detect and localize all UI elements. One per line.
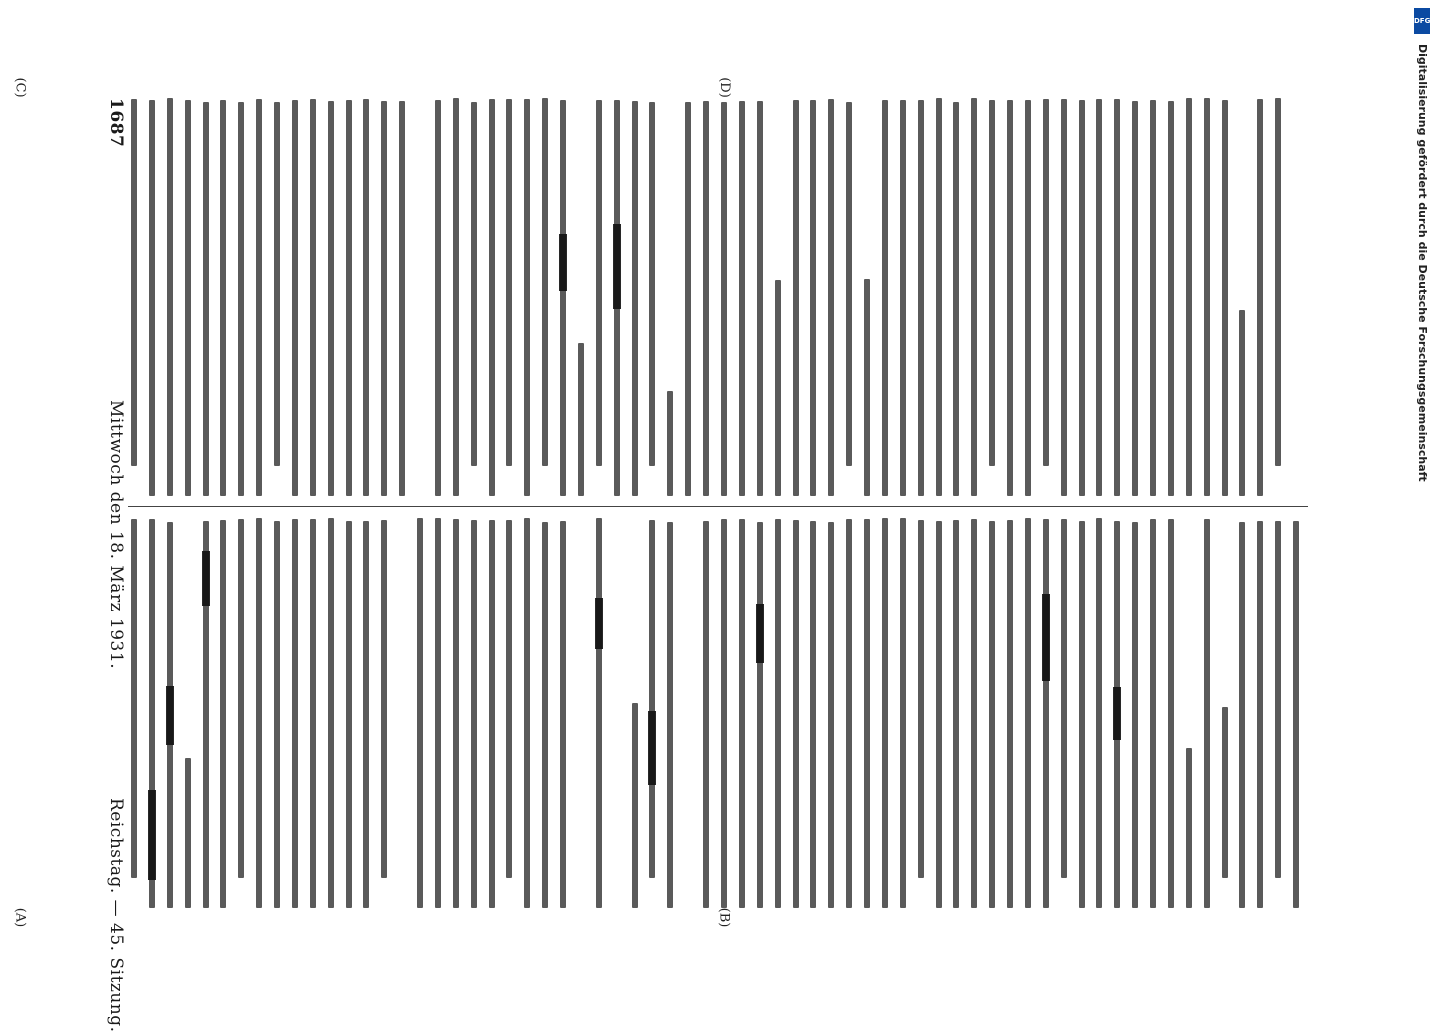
header-date: Mittwoch den 18. März 1931.: [106, 400, 126, 670]
header-left-title: Reichstag. — 45. Sitzung.: [106, 798, 126, 1033]
text-line-ink: [238, 519, 244, 878]
text-line: [450, 98, 462, 496]
text-line: [950, 98, 962, 496]
text-line-ink: [918, 100, 924, 496]
text-line-ink: [203, 102, 209, 496]
text-line-ink: [1222, 100, 1228, 496]
text-line-ink: [1204, 519, 1210, 908]
bold-phrase: [166, 686, 174, 745]
text-line: [1236, 518, 1248, 908]
text-line: [396, 98, 408, 496]
text-line-ink: [1132, 101, 1138, 496]
text-line-ink: [220, 100, 226, 496]
text-line: [521, 98, 533, 496]
bold-phrase: [1113, 687, 1121, 739]
text-line: [933, 98, 945, 496]
text-line: [414, 518, 426, 908]
text-line-ink: [1293, 521, 1299, 908]
text-line-ink: [346, 521, 352, 908]
text-line: [736, 518, 748, 908]
text-line-ink: [1275, 98, 1281, 466]
text-line-ink: [828, 522, 834, 908]
text-line: [843, 98, 855, 496]
text-line: [182, 518, 194, 908]
text-line-ink: [775, 519, 781, 908]
text-line-ink: [1186, 748, 1192, 908]
text-line: [593, 98, 605, 496]
text-line-ink: [453, 519, 459, 908]
text-line: [629, 518, 641, 908]
text-line: [1022, 98, 1034, 496]
text-line: [682, 98, 694, 496]
text-line: [235, 98, 247, 496]
text-line-ink: [1061, 519, 1067, 878]
text-line-ink: [793, 100, 799, 496]
text-line-ink: [900, 100, 906, 496]
text-line: [182, 98, 194, 496]
bold-phrase: [648, 711, 656, 785]
text-line-ink: [471, 520, 477, 908]
text-line: [897, 518, 909, 908]
text-line: [986, 518, 998, 908]
text-line: [503, 518, 515, 908]
text-line-ink: [1025, 518, 1031, 908]
text-line: [611, 518, 623, 908]
text-line-ink: [167, 98, 173, 496]
text-line-ink: [1150, 519, 1156, 908]
text-line: [486, 98, 498, 496]
text-line-ink: [256, 518, 262, 908]
text-line-ink: [721, 519, 727, 908]
text-line: [432, 518, 444, 908]
text-line: [396, 518, 408, 908]
text-line: [289, 518, 301, 908]
bold-phrase: [595, 598, 603, 649]
text-line: [1076, 98, 1088, 496]
text-line: [861, 518, 873, 908]
text-line: [879, 518, 891, 908]
text-line-ink: [1096, 518, 1102, 908]
text-line: [915, 98, 927, 496]
text-line: [468, 518, 480, 908]
text-line-ink: [560, 100, 566, 496]
bold-phrase: [148, 790, 156, 880]
text-line: [933, 518, 945, 908]
text-line: [1004, 98, 1016, 496]
text-line: [825, 98, 837, 496]
text-line: [1076, 518, 1088, 908]
text-line: [968, 98, 980, 496]
margin-marker-a: (A): [12, 907, 28, 928]
margin-marker-c: (C): [12, 77, 28, 98]
text-line-ink: [846, 102, 852, 466]
text-line: [217, 98, 229, 496]
text-line-ink: [864, 519, 870, 908]
text-line: [539, 98, 551, 496]
text-line-ink: [524, 99, 530, 496]
text-line: [1111, 518, 1123, 908]
text-line: [772, 518, 784, 908]
text-line: [325, 518, 337, 908]
text-line: [1022, 518, 1034, 908]
text-line: [414, 98, 426, 496]
text-line: [468, 98, 480, 496]
text-line-ink: [667, 522, 673, 908]
text-line-ink: [1132, 522, 1138, 908]
text-line: [807, 98, 819, 496]
text-line: [307, 518, 319, 908]
text-line: [1183, 98, 1195, 496]
text-line-ink: [757, 522, 763, 908]
text-line-ink: [1257, 521, 1263, 908]
text-line-ink: [506, 520, 512, 878]
text-line: [1183, 518, 1195, 908]
text-line: [790, 518, 802, 908]
text-line: [557, 98, 569, 496]
text-line: [754, 98, 766, 496]
text-line-ink: [828, 99, 834, 496]
text-line-ink: [292, 100, 298, 496]
page-number: 1687: [106, 98, 126, 148]
text-line: [790, 98, 802, 496]
text-line-ink: [810, 521, 816, 908]
text-line-ink: [524, 518, 530, 908]
text-line: [503, 98, 515, 496]
scanned-page: [98, 98, 1308, 1033]
dfg-logo: DFG: [1414, 8, 1430, 34]
text-line-ink: [1043, 519, 1049, 908]
text-line: [1219, 518, 1231, 908]
text-line: [450, 518, 462, 908]
text-line-ink: [721, 102, 727, 496]
text-line: [360, 98, 372, 496]
text-line: [1147, 518, 1159, 908]
text-line-ink: [685, 102, 691, 496]
text-line-ink: [936, 98, 942, 496]
text-line-ink: [1168, 101, 1174, 496]
text-line: [253, 98, 265, 496]
text-line-ink: [292, 519, 298, 908]
text-line-ink: [489, 520, 495, 908]
text-line-ink: [793, 520, 799, 908]
text-line: [843, 518, 855, 908]
text-line: [128, 518, 140, 908]
text-line-ink: [596, 100, 602, 466]
text-line-ink: [435, 518, 441, 908]
bold-phrase: [756, 604, 764, 663]
text-line-ink: [363, 99, 369, 496]
text-line: [164, 98, 176, 496]
text-column-left: [128, 518, 1308, 908]
text-line: [486, 518, 498, 908]
text-line-ink: [757, 101, 763, 496]
text-line-ink: [185, 758, 191, 908]
text-line-ink: [864, 279, 870, 496]
text-line-ink: [900, 518, 906, 908]
text-line-ink: [1275, 521, 1281, 878]
text-line-ink: [363, 521, 369, 908]
text-line: [289, 98, 301, 496]
text-line: [825, 518, 837, 908]
text-line-ink: [471, 102, 477, 466]
text-line: [1111, 98, 1123, 496]
text-line: [539, 518, 551, 908]
text-line-ink: [381, 101, 387, 496]
text-line: [700, 518, 712, 908]
text-line: [897, 98, 909, 496]
text-line-ink: [632, 703, 638, 908]
text-line: [325, 98, 337, 496]
text-line: [1236, 98, 1248, 496]
text-line-ink: [453, 98, 459, 496]
text-line-ink: [989, 521, 995, 908]
text-line-ink: [328, 518, 334, 908]
text-line: [360, 518, 372, 908]
text-line-ink: [971, 519, 977, 908]
text-line: [575, 518, 587, 908]
text-line-ink: [381, 520, 387, 878]
text-line: [772, 98, 784, 496]
text-line: [1201, 518, 1213, 908]
text-line: [736, 98, 748, 496]
margin-marker-d: (D): [716, 77, 732, 98]
text-line-ink: [1061, 99, 1067, 496]
text-line-ink: [596, 518, 602, 908]
digitization-note: [1414, 8, 1432, 992]
text-line: [986, 98, 998, 496]
text-line-ink: [703, 101, 709, 496]
text-line-ink: [936, 521, 942, 908]
text-line: [575, 98, 587, 496]
text-line-ink: [775, 280, 781, 496]
text-line: [968, 518, 980, 908]
text-line-ink: [1168, 519, 1174, 908]
text-line: [646, 98, 658, 496]
bold-phrase: [1042, 594, 1050, 681]
text-line: [682, 518, 694, 908]
text-line: [664, 98, 676, 496]
text-line-ink: [542, 98, 548, 466]
text-line-ink: [1096, 99, 1102, 496]
text-line: [146, 518, 158, 908]
text-line-ink: [1025, 100, 1031, 496]
text-line: [343, 518, 355, 908]
text-line-ink: [703, 521, 709, 908]
text-line-ink: [185, 100, 191, 496]
text-line: [700, 98, 712, 496]
text-line-ink: [310, 519, 316, 908]
text-line-ink: [1239, 310, 1245, 496]
text-line: [253, 518, 265, 908]
text-line: [1219, 98, 1231, 496]
text-line: [629, 98, 641, 496]
text-line-ink: [399, 101, 405, 496]
text-line-ink: [649, 102, 655, 466]
text-line-ink: [220, 520, 226, 908]
text-line-ink: [1257, 99, 1263, 496]
text-line: [807, 518, 819, 908]
text-line: [1129, 98, 1141, 496]
text-line: [1254, 518, 1266, 908]
text-line-ink: [1222, 707, 1228, 878]
text-line: [557, 518, 569, 908]
text-line-ink: [1079, 100, 1085, 496]
text-line-ink: [1079, 521, 1085, 908]
text-line: [718, 518, 730, 908]
text-line-ink: [971, 98, 977, 496]
text-line: [861, 98, 873, 496]
text-line: [271, 518, 283, 908]
text-line-ink: [1007, 520, 1013, 908]
text-line: [1093, 518, 1105, 908]
text-line: [164, 518, 176, 908]
bold-phrase: [613, 224, 621, 309]
text-line: [235, 518, 247, 908]
text-line-ink: [274, 102, 280, 466]
text-line-ink: [346, 100, 352, 496]
text-line-ink: [506, 99, 512, 466]
text-line: [271, 98, 283, 496]
text-line: [1254, 98, 1266, 496]
bold-phrase: [202, 551, 210, 606]
text-line: [879, 98, 891, 496]
text-line: [593, 518, 605, 908]
text-line: [378, 98, 390, 496]
text-line-ink: [310, 99, 316, 496]
column-divider: [128, 506, 1308, 507]
text-line: [664, 518, 676, 908]
text-line: [611, 98, 623, 496]
page-header: [98, 98, 128, 1033]
text-line: [1290, 98, 1302, 496]
text-line-ink: [1043, 99, 1049, 466]
text-line: [1093, 98, 1105, 496]
text-line-ink: [131, 99, 137, 466]
text-line: [307, 98, 319, 496]
text-line: [915, 518, 927, 908]
text-line-ink: [1204, 98, 1210, 496]
text-line-ink: [918, 520, 924, 878]
text-line: [718, 98, 730, 496]
text-line-ink: [882, 100, 888, 496]
text-line: [646, 518, 658, 908]
text-line: [146, 98, 158, 496]
text-line-ink: [131, 519, 137, 878]
text-line-ink: [274, 521, 280, 908]
text-line-ink: [542, 522, 548, 908]
text-line-ink: [632, 101, 638, 496]
text-line-ink: [560, 521, 566, 908]
text-line: [1290, 518, 1302, 908]
digitization-note-text: Digitalisierung gefördert durch die Deutsche Forschungsgemeinschaft: [1416, 44, 1429, 482]
text-line-ink: [417, 518, 423, 908]
text-line-ink: [1150, 100, 1156, 496]
text-line: [1147, 98, 1159, 496]
text-line-ink: [739, 101, 745, 496]
text-line-ink: [739, 519, 745, 908]
text-line-ink: [1114, 99, 1120, 496]
text-line-ink: [1186, 98, 1192, 496]
text-line-ink: [953, 102, 959, 496]
text-line: [1040, 98, 1052, 496]
text-line: [128, 98, 140, 496]
text-line-ink: [435, 100, 441, 496]
text-line-ink: [882, 518, 888, 908]
text-line: [432, 98, 444, 496]
bold-phrase: [559, 234, 567, 291]
text-line-ink: [649, 520, 655, 878]
text-line-ink: [238, 102, 244, 496]
text-line-ink: [1007, 100, 1013, 496]
text-line: [1004, 518, 1016, 908]
text-line: [1040, 518, 1052, 908]
text-line-ink: [578, 343, 584, 496]
text-line: [378, 518, 390, 908]
text-line-ink: [149, 100, 155, 496]
text-line: [343, 98, 355, 496]
text-line: [521, 518, 533, 908]
text-line: [1058, 98, 1070, 496]
text-line-ink: [667, 391, 673, 496]
text-line: [754, 518, 766, 908]
text-line-ink: [953, 520, 959, 908]
text-line: [1201, 98, 1213, 496]
text-line: [1165, 518, 1177, 908]
text-line: [200, 98, 212, 496]
text-line: [217, 518, 229, 908]
text-line: [950, 518, 962, 908]
text-line-ink: [810, 100, 816, 496]
text-line-ink: [989, 100, 995, 466]
text-line: [200, 518, 212, 908]
text-line-ink: [328, 101, 334, 496]
text-line-ink: [1239, 522, 1245, 908]
text-line-ink: [846, 519, 852, 908]
margin-marker-b: (B): [716, 907, 732, 928]
text-column-right: [128, 98, 1308, 496]
text-line-ink: [489, 99, 495, 496]
text-line-ink: [256, 99, 262, 496]
text-line: [1129, 518, 1141, 908]
text-line: [1272, 518, 1284, 908]
text-line: [1058, 518, 1070, 908]
text-line: [1165, 98, 1177, 496]
text-line: [1272, 98, 1284, 496]
